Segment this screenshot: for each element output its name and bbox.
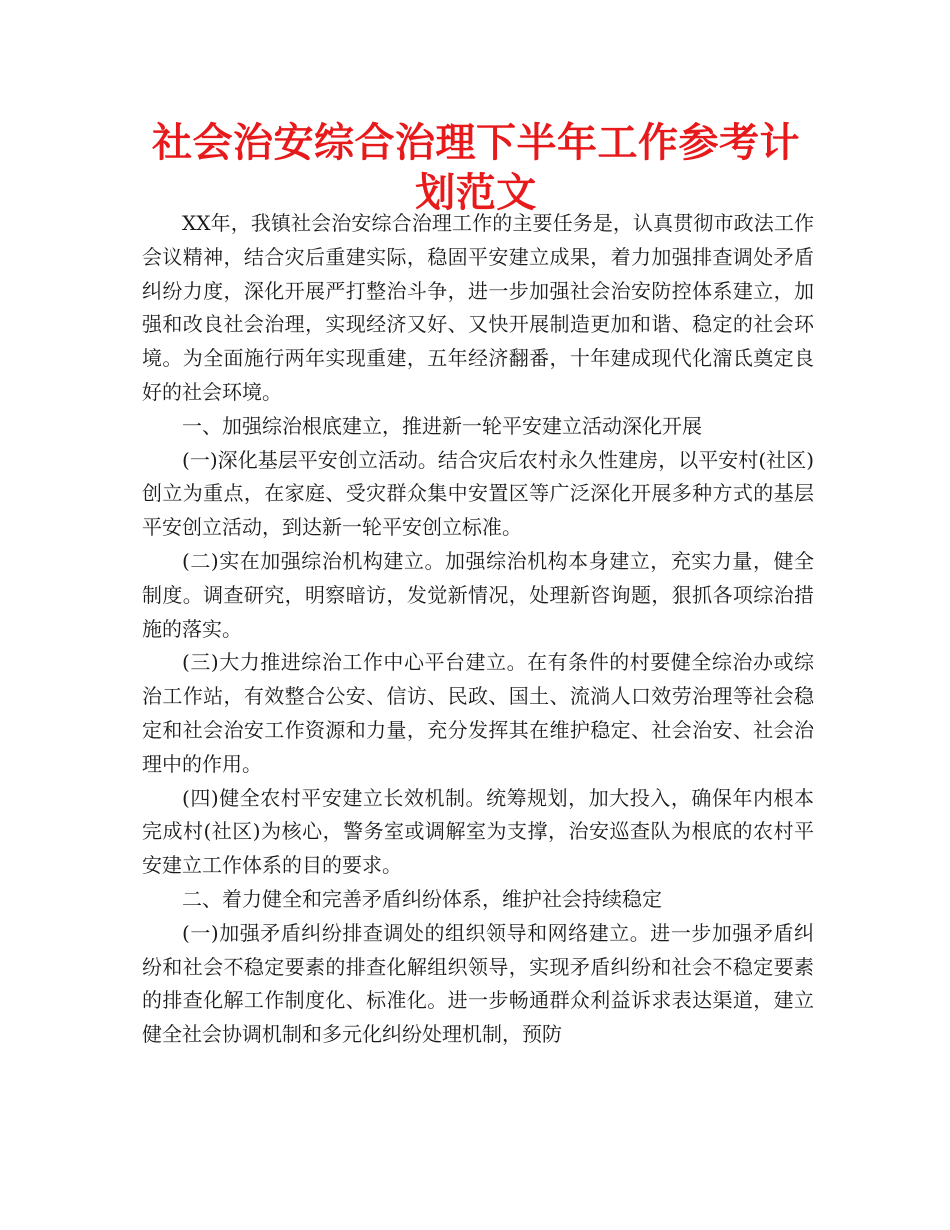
document-title: 社会治安综合治理下半年工作参考计划范文 xyxy=(152,120,800,216)
paragraph-1-3: (三)大力推进综治工作中心平台建立。在有条件的村要健全综治办或综治工作站，有效整合公安、信访、民政、国土、流淌人口效劳治理等社会稳定和社会治安工作资源和力量，充分发挥其在维护稳定、社会治安、社会治理中的作用。 xyxy=(142,650,814,776)
paragraph-1-2: (二)实在加强综治机构建立。加强综治机构本身建立，充实力量，健全制度。调查研究，明察暗访，发觉新情况，处理新咨询题，狠抓各项综治措施的落实。 xyxy=(142,548,814,641)
paragraph-1-1: (一)深化基层平安创立活动。结合灾后农村永久性建房，以平安村(社区)创立为重点，在家庭、受灾群众集中安置区等广泛深化开展多种方式的基层平安创立活动，到达新一轮平安创立标准。 xyxy=(142,447,814,540)
section-heading-2: 二、着力健全和完善矛盾纠纷体系，维护社会持续稳定 xyxy=(182,886,662,911)
paragraph-1-4: (四)健全农村平安建立长效机制。统筹规划，加大投入，确保年内根本完成村(社区)为核心，警务室或调解室为支撑，治安巡查队为根底的农村平安建立工作体系的目的要求。 xyxy=(142,785,814,878)
document-body xyxy=(142,207,814,1052)
paragraph-2-1: (一)加强矛盾纠纷排查调处的组织领导和网络建立。进一步加强矛盾纠纷和社会不稳定要素的排查化解组织领导，实现矛盾纠纷和社会不稳定要素的排查化解工作制度化、标准化。进一步畅通群众利益诉求表达渠道，建立健全社会协调机制和多元化纠纷处理机制，预防 xyxy=(142,920,814,1047)
section-heading-1: 一、加强综治根底建立，推进新一轮平安建立活动深化开展 xyxy=(182,413,702,438)
paragraph-intro: XX年，我镇社会治安综合治理工作的主要任务是，认真贯彻市政法工作会议精神，结合灾后重建实际，稳固平安建立成果，着力加强排查调处矛盾纠纷力度，深化开展严打整治斗争，进一步加强社会治安防控体系建立，加强和改良社会治理，实现经济又好、又快开展制造更加和谐、稳定的社会环境。为全面施行两年实现重建，五年经济翻番，十年建成现代化澝氐奠定良好的社会环境。 xyxy=(142,211,814,404)
